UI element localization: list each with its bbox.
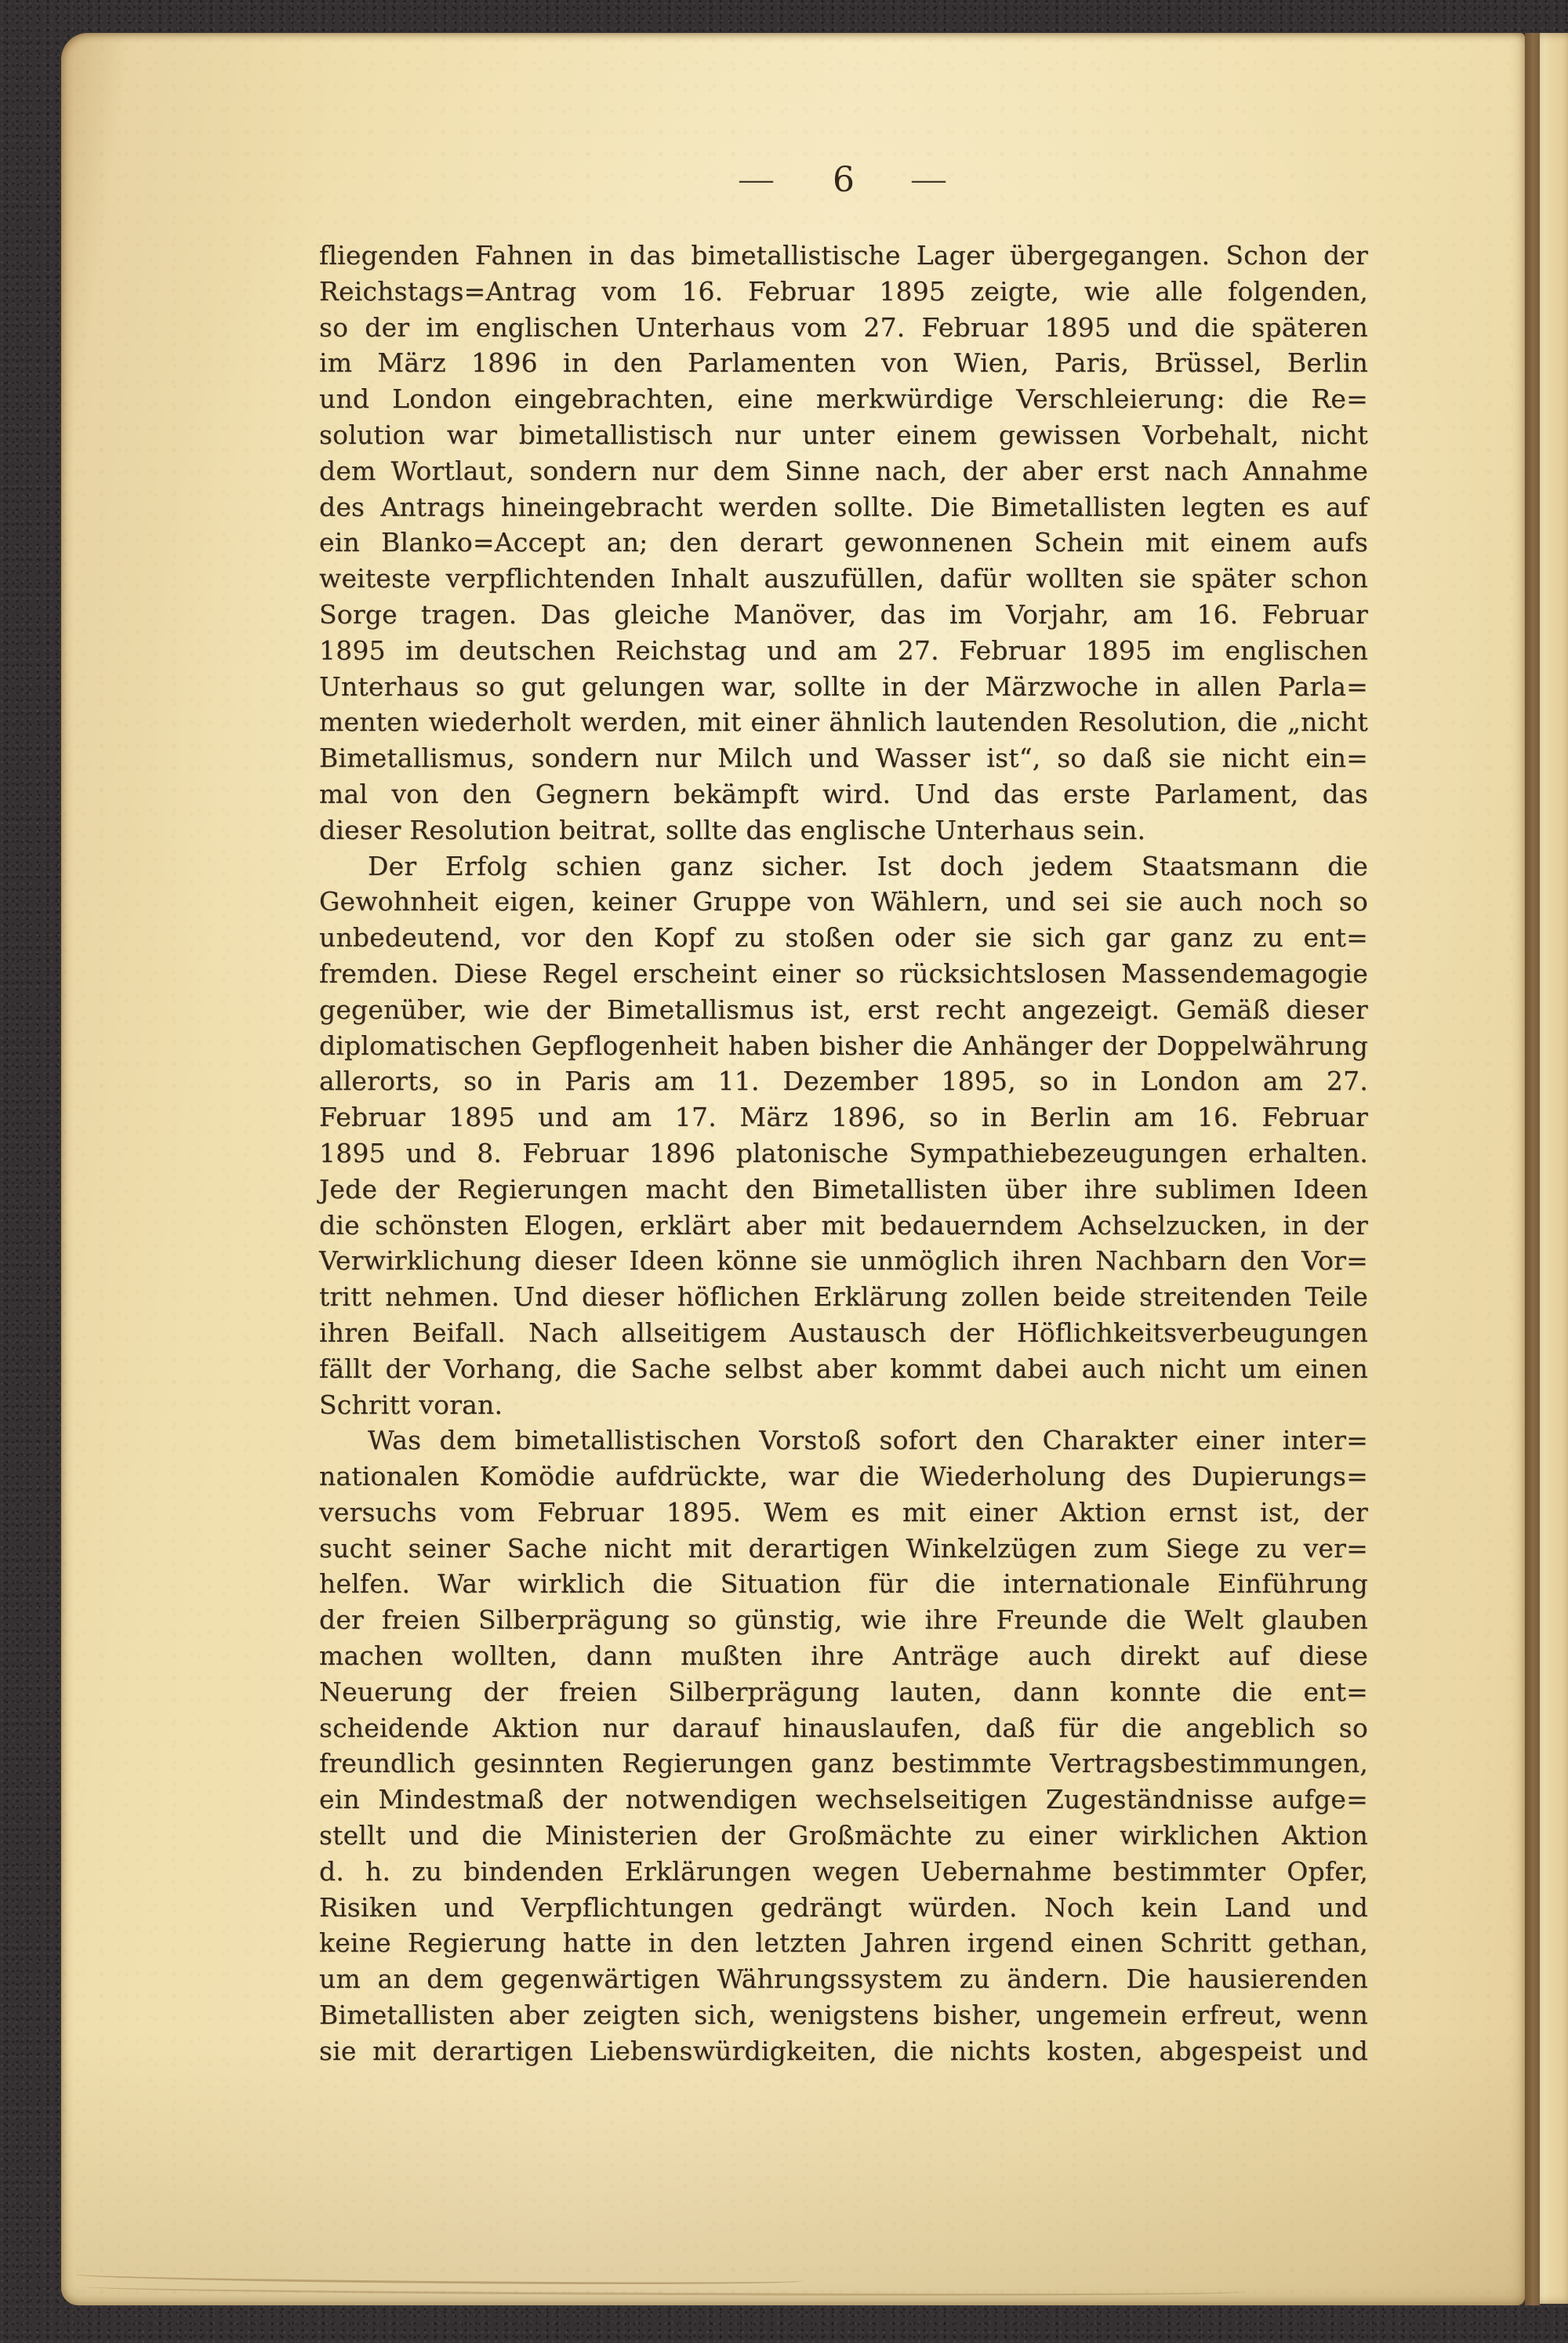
text-line: tritt nehmen. Und dieser höflichen Erklärung zollen beide streitenden Teile: [319, 1281, 1368, 1313]
text-line: freundlich gesinnten Regierungen ganz bestimmte Vertragsbestimmungen,: [319, 1748, 1368, 1779]
text-line: solution war bimetallistisch nur unter einem gewissen Vorbehalt, nicht: [319, 419, 1368, 450]
text-line: Bimetallismus, sondern nur Milch und Wasser ist“, so daß sie nicht ein=: [319, 743, 1368, 774]
text-line: keine Regierung hatte in den letzten Jahren irgend einen Schritt gethan,: [319, 1927, 1368, 1959]
text-line: ein Mindestmaß der notwendigen wechselseitigen Zugeständnisse aufge=: [319, 1784, 1368, 1815]
text-line: stellt und die Ministerien der Großmächte zu einer wirklichen Aktion: [319, 1820, 1368, 1851]
underlying-page-edge: [1540, 33, 1568, 2304]
text-line: Februar 1895 und am 17. März 1896, so in Berlin am 16. Februar: [319, 1102, 1368, 1133]
text-line: Jede der Regierungen macht den Bimetallisten über ihre sublimen Ideen: [319, 1173, 1368, 1204]
book-page: [61, 33, 1525, 2305]
text-line: sucht seiner Sache nicht mit derartigen Winkelzügen zum Siege zu ver=: [319, 1532, 1368, 1564]
text-line: Risiken und Verpflichtungen gedrängt würden. Noch kein Land und: [319, 1891, 1368, 1923]
page-header: [319, 157, 1368, 204]
text-line: die schönsten Elogen, erklärt aber mit bedauerndem Achselzucken, in der: [319, 1209, 1368, 1241]
text-line: nationalen Komödie aufdrückte, war die Wiederholung des Dupierungs=: [319, 1461, 1368, 1492]
text-line: des Antrags hineingebracht werden sollte. Die Bimetallisten legten es auf: [319, 491, 1368, 522]
text-line: der freien Silberprägung so günstig, wie ihre Freunde die Welt glauben: [319, 1604, 1368, 1636]
header-dash-left: —: [737, 165, 778, 196]
text-line: gegenüber, wie der Bimetallismus ist, erst recht angezeigt. Gemäß dieser: [319, 994, 1368, 1025]
text-line: dem Wortlaut, sondern nur dem Sinne nach, der aber erst nach Annahme: [319, 455, 1368, 486]
text-line: allerorts, so in Paris am 11. Dezember 1895, so in London am 27.: [319, 1066, 1368, 1097]
text-line: ihren Beifall. Nach allseitigem Austausch der Höflichkeitsverbeugungen: [319, 1317, 1368, 1348]
text-line: so der im englischen Unterhaus vom 27. Februar 1895 und die späteren: [319, 311, 1368, 343]
text-line: sie mit derartigen Liebenswürdigkeiten, die nichts kosten, abgespeist und: [319, 2035, 1368, 2066]
page-number: 6: [833, 160, 855, 200]
text-line: Sorge tragen. Das gleiche Manöver, das im Vorjahr, am 16. Februar: [319, 598, 1368, 630]
text-line: d. h. zu bindenden Erklärungen wegen Uebernahme bestimmter Opfer,: [319, 1855, 1368, 1887]
paragraph-der-erfolg: [319, 848, 1368, 1423]
text-line: 1895 im deutschen Reichstag und am 27. Februar 1895 im englischen: [319, 634, 1368, 666]
text-line: scheidende Aktion nur darauf hinauslaufen, daß für die angeblich so: [319, 1712, 1368, 1743]
text-line: Reichstags=Antrag vom 16. Februar 1895 zeigte, wie alle folgenden,: [319, 275, 1368, 307]
text-line: diplomatischen Gepflogenheit haben bisher die Anhänger der Doppelwährung: [319, 1030, 1368, 1061]
text-line: Unterhaus so gut gelungen war, sollte in der Märzwoche in allen Parla=: [319, 670, 1368, 702]
page-gutter-shadow: [1525, 33, 1540, 2305]
text-line: fremden. Diese Regel erscheint einer so rücksichtslosen Massendemagogie: [319, 957, 1368, 989]
text-line: fliegenden Fahnen in das bimetallistische Lager übergegangen. Schon der: [319, 240, 1368, 271]
text-line: mal von den Gegnern bekämpft wird. Und das erste Parlament, das: [319, 778, 1368, 809]
paragraph-continued: [319, 238, 1368, 848]
header-dash-right: —: [909, 165, 950, 196]
text-line: Was dem bimetallistischen Vorstoß sofort den Charakter einer inter=: [368, 1425, 1368, 1456]
text-line: Der Erfolg schien ganz sicher. Ist doch jedem Staatsmann die: [368, 850, 1368, 881]
text-line: Neuerung der freien Silberprägung lauten, dann konnte die ent=: [319, 1676, 1368, 1707]
stacked-sheet-edge: [85, 2281, 1245, 2298]
stacked-sheet-edge: [75, 2269, 804, 2287]
text-line: Gewohnheit eigen, keiner Gruppe von Wählern, und sei sie auch noch so: [319, 886, 1368, 917]
text-line: im März 1896 in den Parlamenten von Wien, Paris, Brüssel, Berlin: [319, 347, 1368, 379]
text-line: menten wiederholt werden, mit einer ähnlich lautenden Resolution, die „nicht: [319, 707, 1368, 738]
text-line: dieser Resolution beitrat, sollte das englische Unterhaus sein.: [319, 814, 1146, 845]
text-line: machen wollten, dann mußten ihre Anträge auch direkt auf diese: [319, 1640, 1368, 1672]
text-line: und London eingebrachten, eine merkwürdige Verschleierung: die Re=: [319, 383, 1368, 415]
text-line: weiteste verpflichtenden Inhalt auszufüllen, dafür wollten sie später schon: [319, 563, 1368, 594]
text-line: fällt der Vorhang, die Sache selbst aber kommt dabei auch nicht um einen: [319, 1353, 1368, 1384]
text-line: Verwirklichung dieser Ideen könne sie unmöglich ihren Nachbarn den Vor=: [319, 1245, 1368, 1277]
text-block: [319, 238, 1368, 2069]
text-line: ein Blanko=Accept an; den derart gewonnenen Schein mit einem aufs: [319, 527, 1368, 558]
text-line: um an dem gegenwärtigen Währungssystem zu ändern. Die hausierenden: [319, 1963, 1368, 1995]
text-line: Schritt voran.: [319, 1389, 503, 1420]
paragraph-was-dem: [319, 1422, 1368, 2069]
text-line: versuchs vom Februar 1895. Wem es mit einer Aktion ernst ist, der: [319, 1496, 1368, 1527]
text-line: Bimetallisten aber zeigten sich, wenigstens bisher, ungemein erfreut, wenn: [319, 2000, 1368, 2031]
text-line: unbedeutend, vor den Kopf zu stoßen oder sie sich gar ganz zu ent=: [319, 922, 1368, 954]
text-line: 1895 und 8. Februar 1896 platonische Sympathiebezeugungen erhalten.: [319, 1137, 1368, 1168]
text-line: helfen. War wirklich die Situation für die internationale Einführung: [319, 1568, 1368, 1600]
